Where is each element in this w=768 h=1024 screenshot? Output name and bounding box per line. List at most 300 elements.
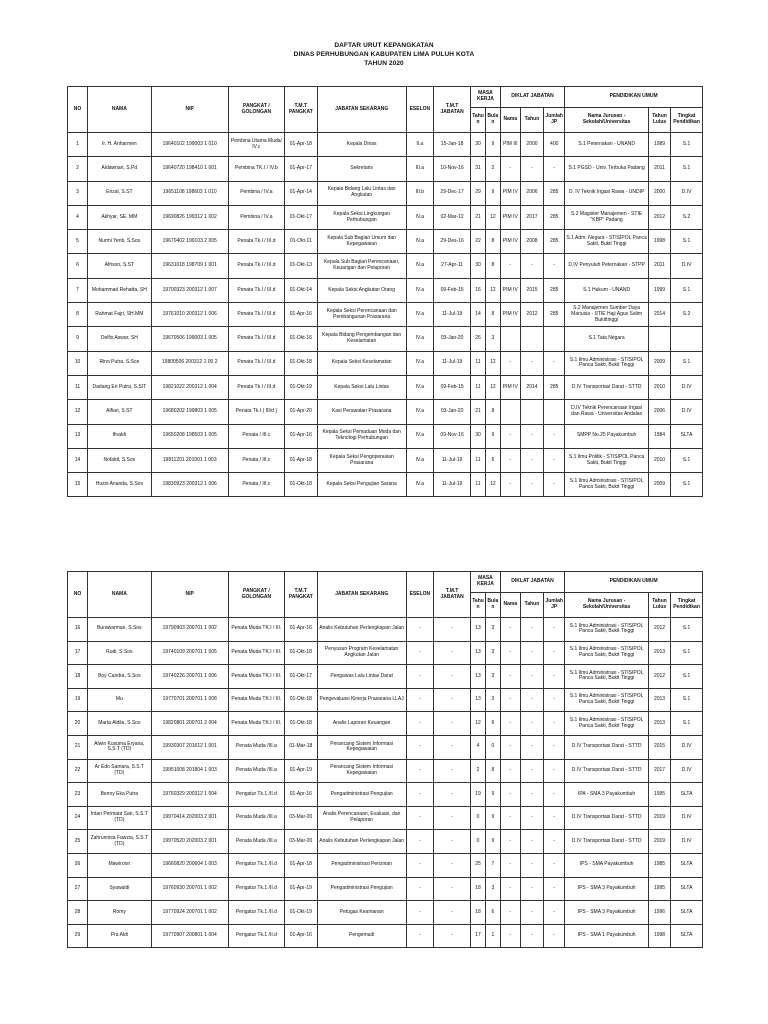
cell-eselon: IV.a <box>406 230 434 254</box>
cell-sekolah: S.1 Ilmu Administrasi - STISIPOL Panca Sakti, Bukit Tinggi <box>565 641 649 665</box>
cell-masa-bulan: 3 <box>485 641 500 665</box>
cell-diklat-tahun: 2015 <box>520 278 543 302</box>
col-tingkat: Tingkat Pendidikan <box>671 593 703 618</box>
cell-tmt-pangkat: 01-Apr-19 <box>284 877 317 901</box>
cell-tahun-lulus: 1998 <box>648 924 670 948</box>
table-row <box>68 877 703 901</box>
cell-sekolah: IPS - SMA 3 Payakumbuh <box>565 901 649 925</box>
cell-masa-bulan: 3 <box>485 688 500 712</box>
document-subtitle: DINAS PERHUBUNGAN KABUPATEN LIMA PULUH KOTA <box>293 51 475 58</box>
cell-diklat-tahun: 2017 <box>520 205 543 229</box>
cell-tmt-pangkat: 01-Apr-14 <box>284 181 317 205</box>
cell-diklat-nama: - <box>500 924 520 948</box>
cell-tmt-pangkat: 01-Okt-19 <box>284 901 317 925</box>
cell-tingkat: SLTA <box>671 424 703 448</box>
cell-tingkat: S.1 <box>671 641 703 665</box>
cell-no: 3 <box>68 181 88 205</box>
cell-pangkat: Pengatur Tk.1 /II.d <box>228 877 284 901</box>
col-pendidikan: PENDIDIKAN UMUM <box>565 87 703 108</box>
cell-masa-tahun: 0 <box>471 806 486 830</box>
col-diklat: DIKLAT JABATAN <box>500 87 565 108</box>
cell-sekolah: S.1 Ilmu Administrasi - STISIPOL Panca Sakti, Bukit Tinggi <box>565 712 649 736</box>
cell-diklat-tahun: - <box>520 806 543 830</box>
cell-tahun-lulus: 1989 <box>648 133 670 157</box>
cell-pangkat: Penata Tk.I / III.d <box>228 303 284 327</box>
cell-tmt-jabatan: - <box>434 688 471 712</box>
cell-diklat-nama: - <box>500 473 520 497</box>
cell-sekolah: S.1 Ilmu Administrasi - STISIPOL Panca Sakti, Bukit Tinggi <box>565 665 649 689</box>
cell-diklat-nama: PIM III <box>500 133 520 157</box>
cell-tahun-lulus: 2000 <box>648 181 670 205</box>
cell-eselon: IV.a <box>406 424 434 448</box>
cell-jabatan: Penyusun Program Keselamatan Angkutan Jalan <box>317 641 406 665</box>
cell-diklat-tahun: - <box>520 473 543 497</box>
cell-jabatan: Kepala Seksi Pengujian Sarana <box>317 473 406 497</box>
cell-tingkat: SLTA <box>671 877 703 901</box>
cell-tingkat: S.1 <box>671 448 703 472</box>
col-masa-kerja: MASA KERJA <box>471 87 501 108</box>
cell-nip: 19760329 200312 1 004 <box>151 783 228 807</box>
cell-sekolah: S.2 Magister Manajemen - STIE "KBP" Padang <box>565 205 649 229</box>
cell-no: 10 <box>68 351 88 375</box>
cell-masa-bulan: 2 <box>485 157 500 181</box>
cell-diklat-tahun: - <box>520 448 543 472</box>
cell-diklat-tahun: - <box>520 688 543 712</box>
cell-tmt-jabatan: 03-Jan-20 <box>434 327 471 351</box>
cell-no: 14 <box>68 448 88 472</box>
table-row <box>68 783 703 807</box>
cell-nip: 19830923 200312 1 006 <box>151 473 228 497</box>
cell-eselon: - <box>406 641 434 665</box>
table-row <box>68 254 703 278</box>
cell-diklat-nama: PIM IV <box>500 375 520 399</box>
cell-eselon: IV.a <box>406 278 434 302</box>
cell-pangkat: Penata Muda /III.a <box>228 759 284 783</box>
cell-nama: Dadang Eri Putra, S.SIT <box>88 375 151 399</box>
cell-diklat-tahun: - <box>520 853 543 877</box>
cell-masa-tahun: 21 <box>471 205 486 229</box>
cell-tahun-lulus: 1996 <box>648 901 670 925</box>
cell-pangkat: Penata Tk.I / III.d <box>228 278 284 302</box>
cell-eselon: - <box>406 806 434 830</box>
cell-masa-bulan: 9 <box>485 783 500 807</box>
col-jabatan: JABATAN SEKARANG <box>317 87 406 133</box>
cell-diklat-jp: - <box>544 806 565 830</box>
cell-tingkat: D.IV <box>671 400 703 424</box>
cell-diklat-nama: - <box>500 806 520 830</box>
cell-masa-tahun: 30 <box>471 254 486 278</box>
cell-tingkat: SLTA <box>671 783 703 807</box>
table-row <box>68 448 703 472</box>
cell-diklat-tahun: - <box>520 618 543 642</box>
cell-tahun-lulus: 2019 <box>648 830 670 854</box>
cell-tmt-jabatan: - <box>434 783 471 807</box>
cell-pangkat: Penata Tk.I / III.d <box>228 351 284 375</box>
cell-tahun-lulus: 1995 <box>648 877 670 901</box>
table-row <box>68 424 703 448</box>
cell-eselon: - <box>406 759 434 783</box>
document-year: TAHUN 2020 <box>364 60 404 67</box>
cell-nama: Rudi, S.Sos <box>88 641 151 665</box>
cell-nama: Syawaldi <box>88 877 151 901</box>
cell-diklat-jp: - <box>544 924 565 948</box>
cell-eselon: IV.a <box>406 400 434 424</box>
cell-jabatan: Kepala Bidang Pengembangan dan Keselamatan <box>317 327 406 351</box>
cell-tmt-pangkat: 01-Okt-19 <box>284 375 317 399</box>
cell-jabatan: Kasi Perawatan Prasarana <box>317 400 406 424</box>
cell-pangkat: Penata Tk.I / III.d <box>228 327 284 351</box>
table-row <box>68 759 703 783</box>
cell-nip: 19670402 199103 2 005 <box>151 230 228 254</box>
cell-sekolah: S.1 Ilmu Politik - STISIPOL Panca Sakti, Bukit Tinggi <box>565 448 649 472</box>
cell-tmt-pangkat: 01-Apr-18 <box>284 133 317 157</box>
cell-tmt-jabatan: 11-Jul-19 <box>434 303 471 327</box>
cell-masa-bulan: 1 <box>485 924 500 948</box>
cell-diklat-nama: - <box>500 448 520 472</box>
cell-tahun-lulus: 2010 <box>648 448 670 472</box>
cell-sekolah: IPA - SMA 3 Payakumbuh <box>565 783 649 807</box>
cell-masa-tahun: 13 <box>471 618 486 642</box>
cell-jabatan: Pengevaluasi Kinerja Prasarana LLAJ <box>317 688 406 712</box>
cell-nama: Afrison, S.ST <box>88 254 151 278</box>
cell-diklat-nama: - <box>500 877 520 901</box>
cell-masa-bulan: 3 <box>485 327 500 351</box>
table-row <box>68 278 703 302</box>
cell-nama: Boy Candra, S.Sos <box>88 665 151 689</box>
document-title: DAFTAR URUT KEPANGKATAN <box>334 42 434 49</box>
cell-no: 17 <box>68 641 88 665</box>
cell-jabatan: Kepala Sub Bagian Umum dan Kepegawaian <box>317 230 406 254</box>
cell-jabatan: Pengadministrasi Pengujian <box>317 783 406 807</box>
cell-pangkat: Penata Tk.I / III.d <box>228 230 284 254</box>
cell-diklat-jp: - <box>544 157 565 181</box>
col-diklat-jp: Jumlah JP <box>544 593 565 618</box>
cell-diklat-jp: - <box>544 688 565 712</box>
table-row <box>68 806 703 830</box>
cell-tmt-pangkat: 01-Okt-18 <box>284 641 317 665</box>
cell-tahun-lulus: 2017 <box>648 759 670 783</box>
cell-diklat-jp: - <box>544 665 565 689</box>
cell-jabatan: Kepala Seksi Pengoperasian Prasarana <box>317 448 406 472</box>
cell-diklat-jp: - <box>544 254 565 278</box>
col-tingkat: Tingkat Pendidikan <box>671 108 703 133</box>
col-no: NO <box>68 572 88 618</box>
table-row <box>68 618 703 642</box>
cell-nama: Burawarman, S.Sos <box>88 618 151 642</box>
col-no: NO <box>68 87 88 133</box>
cell-nip: 19670506 199003 1 005 <box>151 327 228 351</box>
cell-tingkat: S.1 <box>671 618 703 642</box>
cell-tmt-pangkat: 01-Okt-18 <box>284 351 317 375</box>
cell-nama: Mohammad Rehatta, SH <box>88 278 151 302</box>
cell-diklat-nama: - <box>500 783 520 807</box>
cell-no: 11 <box>68 375 88 399</box>
cell-diklat-tahun: - <box>520 712 543 736</box>
cell-nip: 19800506 200312 1 00 2 <box>151 351 228 375</box>
table-row <box>68 924 703 948</box>
cell-diklat-jp <box>544 400 565 424</box>
table-row <box>68 327 703 351</box>
cell-nama: Rino Putra, S.Sos <box>88 351 151 375</box>
cell-diklat-jp: - <box>544 877 565 901</box>
cell-tmt-pangkat: 01-Apr-19 <box>284 759 317 783</box>
cell-nama: Delfis Aswar, SH <box>88 327 151 351</box>
cell-jabatan: Kepala Bidang Lalu Lintas dan Angkutan <box>317 181 406 205</box>
cell-eselon: - <box>406 924 434 948</box>
cell-tmt-jabatan: - <box>434 877 471 901</box>
cell-tahun-lulus: 2015 <box>648 735 670 759</box>
cell-diklat-nama: PIM IV <box>500 181 520 205</box>
cell-no: 13 <box>68 424 88 448</box>
cell-no: 25 <box>68 830 88 854</box>
cell-diklat-tahun: - <box>520 254 543 278</box>
cell-jabatan: Kepala Sub Bagian Perencanaan, Keuangan dan Pelaporan <box>317 254 406 278</box>
cell-tingkat: S.1 <box>671 688 703 712</box>
cell-jabatan: Kepala Seksi Perencanaan dan Pembangunan Prasarana <box>317 303 406 327</box>
table-row <box>68 735 703 759</box>
cell-sekolah: SMPP No.25 Payakumbuh <box>565 424 649 448</box>
cell-diklat-tahun <box>520 400 543 424</box>
cell-pangkat: Pembina / IV.a <box>228 181 284 205</box>
cell-tingkat: SLTA <box>671 901 703 925</box>
col-jabatan: JABATAN SEKARANG <box>317 572 406 618</box>
table-row <box>68 853 703 877</box>
cell-no: 12 <box>68 400 88 424</box>
cell-tmt-pangkat: 01-Okt-14 <box>284 278 317 302</box>
cell-jabatan: Pengadministrasi Pengujian <box>317 877 406 901</box>
cell-nip: 19930307 201612 1 001 <box>151 735 228 759</box>
cell-pangkat: Pembina Utama Muda/ IV.c <box>228 133 284 157</box>
cell-nip: 19640102 199003 1 010 <box>151 133 228 157</box>
cell-tmt-jabatan: - <box>434 641 471 665</box>
cell-diklat-nama: - <box>500 688 520 712</box>
cell-tingkat: D.IV <box>671 806 703 830</box>
cell-nama: Erizal, S.ST <box>88 181 151 205</box>
cell-tmt-pangkat: 01-Okt-16 <box>284 327 317 351</box>
cell-tingkat: S.1 <box>671 230 703 254</box>
cell-masa-bulan: 12 <box>485 278 500 302</box>
cell-diklat-nama: - <box>500 901 520 925</box>
cell-tahun-lulus: 2014 <box>648 303 670 327</box>
cell-jabatan: Pengawas Lalu Lintas Darat <box>317 665 406 689</box>
cell-nama: Husni Ananda, S.Sos <box>88 473 151 497</box>
cell-nama: Intan Permata Sari, S.S.T (TD) <box>88 806 151 830</box>
cell-tahun-lulus: 2013 <box>648 712 670 736</box>
cell-no: 4 <box>68 205 88 229</box>
cell-jabatan: Kepala Seksi Pemaduan Moda dan Teknologi Perhubungan <box>317 424 406 448</box>
cell-pangkat: Penata / III.c <box>228 424 284 448</box>
cell-eselon: IV.a <box>406 448 434 472</box>
cell-diklat-tahun: 2006 <box>520 181 543 205</box>
cell-diklat-tahun: - <box>520 830 543 854</box>
cell-jabatan: Analis Perencanaan, Evaluasi, dan Pelaporan <box>317 806 406 830</box>
cell-tingkat: S.1 <box>671 133 703 157</box>
cell-tahun-lulus: 2013 <box>648 641 670 665</box>
cell-masa-tahun: 21 <box>471 400 486 424</box>
cell-nip: 19760930 200701 1 002 <box>151 877 228 901</box>
cell-diklat-jp: - <box>544 424 565 448</box>
cell-masa-bulan: 9 <box>485 830 500 854</box>
cell-tmt-pangkat: 01-Apr-16 <box>284 303 317 327</box>
cell-no: 23 <box>68 783 88 807</box>
cell-no: 6 <box>68 254 88 278</box>
cell-nip: 19660820 200604 1 003 <box>151 853 228 877</box>
cell-masa-bulan: 3 <box>485 618 500 642</box>
table-row <box>68 181 703 205</box>
cell-no: 2 <box>68 157 88 181</box>
cell-nip: 19650208 198503 1 005 <box>151 424 228 448</box>
table-row <box>68 400 703 424</box>
cell-pangkat: Penata Muda TK.I / III. <box>228 688 284 712</box>
cell-masa-tahun: 11 <box>471 351 486 375</box>
col-nip: NIP <box>151 87 228 133</box>
cell-eselon: - <box>406 877 434 901</box>
cell-no: 18 <box>68 665 88 689</box>
cell-pangkat: Pembina TK.I / IV.b <box>228 157 284 181</box>
cell-diklat-tahun: - <box>520 735 543 759</box>
cell-masa-tahun: 26 <box>471 327 486 351</box>
cell-jabatan: Kepala Seksi Angkutan Orang <box>317 278 406 302</box>
cell-masa-tahun: 22 <box>471 230 486 254</box>
col-diklat-jp: Jumlah JP <box>544 108 565 133</box>
cell-diklat-nama <box>500 327 520 351</box>
cell-pangkat: Pengatur Tk.1 /II.d <box>228 901 284 925</box>
cell-masa-tahun: 25 <box>471 853 486 877</box>
cell-tmt-jabatan: 11-Jul-19 <box>434 473 471 497</box>
cell-pangkat: Penata Tk.I ( III/d ) <box>228 400 284 424</box>
col-diklat-nama: Nama <box>500 593 520 618</box>
cell-diklat-jp: 285 <box>544 230 565 254</box>
col-nip: NIP <box>151 572 228 618</box>
cell-jabatan: Sekretaris <box>317 157 406 181</box>
cell-diklat-tahun: 2008 <box>520 230 543 254</box>
cell-tmt-pangkat: 01-Apr-17 <box>284 157 317 181</box>
cell-diklat-nama <box>500 400 520 424</box>
cell-masa-tahun: 29 <box>471 181 486 205</box>
cell-diklat-tahun: 2000 <box>520 133 543 157</box>
cell-diklat-jp: - <box>544 853 565 877</box>
cell-diklat-jp: - <box>544 901 565 925</box>
col-diklat-nama: Nama <box>500 108 520 133</box>
cell-sekolah: IPS - SMA Payakumbuh <box>565 853 649 877</box>
cell-diklat-tahun: - <box>520 424 543 448</box>
cell-eselon: - <box>406 853 434 877</box>
cell-tingkat: S.1 <box>671 351 703 375</box>
col-sekolah: Nama Jurusan - Sekolah/Universitas <box>565 593 649 618</box>
cell-tmt-jabatan: 09-Feb-15 <box>434 278 471 302</box>
cell-nama: Alfian, S.ST <box>88 400 151 424</box>
cell-diklat-jp: - <box>544 759 565 783</box>
col-nama: NAMA <box>88 572 151 618</box>
col-pangkat: PANGKAT / GOLONGAN <box>228 87 284 133</box>
col-tahun-lulus: Tahun Lulus <box>648 593 670 618</box>
cell-diklat-tahun: - <box>520 877 543 901</box>
col-masa-kerja: MASA KERJA <box>471 572 501 593</box>
cell-pangkat: Penata Muda TK.I / III. <box>228 618 284 642</box>
cell-sekolah: D. IV Teknik Irigasi Rawa - UNDIP <box>565 181 649 205</box>
cell-masa-bulan: 8 <box>485 230 500 254</box>
cell-sekolah: S.1 Ilmu Administrasi - STISIPOL Panca Sakti, Bukit Tinggi <box>565 473 649 497</box>
cell-eselon: IV.a <box>406 473 434 497</box>
cell-tahun-lulus: 2006 <box>648 400 670 424</box>
table-row <box>68 665 703 689</box>
cell-tmt-jabatan: - <box>434 712 471 736</box>
cell-tingkat: SLTA <box>671 924 703 948</box>
cell-tmt-pangkat: 01-Okt-18 <box>284 688 317 712</box>
cell-diklat-jp: - <box>544 830 565 854</box>
cell-tingkat: S.1 <box>671 157 703 181</box>
cell-masa-bulan: 12 <box>485 473 500 497</box>
cell-pangkat: Penata Muda TK.I / III. <box>228 712 284 736</box>
cell-nip: 19951008 201804 1 003 <box>151 759 228 783</box>
col-masa-bulan: Bulan <box>485 593 500 618</box>
cell-nama: Alwin Kusuma Eryana, S.S.T (TD) <box>88 735 151 759</box>
cell-nip: 19631018 198709 1 001 <box>151 254 228 278</box>
cell-jabatan: Kepala Seksi Lalu Lintas <box>317 375 406 399</box>
cell-diklat-jp: - <box>544 712 565 736</box>
cell-eselon: III.b <box>406 181 434 205</box>
cell-tmt-jabatan: 02-Mar-12 <box>434 205 471 229</box>
cell-sekolah: IPS - SMA 1 Payakumbuh <box>565 924 649 948</box>
cell-tmt-pangkat: 01-Apr-18 <box>284 448 317 472</box>
cell-tmt-pangkat: 01-Okt-18 <box>284 473 317 497</box>
cell-pangkat: Penata Tk.I / III.d <box>228 254 284 278</box>
cell-pangkat: Pengatur Tk.1 /II.d <box>228 853 284 877</box>
cell-tmt-jabatan: - <box>434 806 471 830</box>
cell-masa-tahun: 18 <box>471 877 486 901</box>
cell-tingkat: SLTA <box>671 853 703 877</box>
cell-tahun-lulus: 2010 <box>648 375 670 399</box>
cell-tmt-jabatan: 11-Jul-19 <box>434 351 471 375</box>
cell-tahun-lulus: 2012 <box>648 618 670 642</box>
cell-sekolah: S.2 Manajemen Sumber Daya Manusia - STIE Haji Agus Salim Bukittinggi <box>565 303 649 327</box>
cell-no: 24 <box>68 806 88 830</box>
cell-no: 7 <box>68 278 88 302</box>
cell-diklat-jp: 285 <box>544 303 565 327</box>
cell-masa-bulan: 3 <box>485 877 500 901</box>
cell-eselon: IV.a <box>406 205 434 229</box>
cell-eselon: IV.a <box>406 303 434 327</box>
cell-nip: 19970520 202003 2 001 <box>151 830 228 854</box>
cell-tmt-pangkat: 01-Apr-16 <box>284 618 317 642</box>
cell-eselon: - <box>406 830 434 854</box>
cell-tingkat <box>671 327 703 351</box>
cell-eselon: IV.a <box>406 254 434 278</box>
cell-diklat-tahun: - <box>520 665 543 689</box>
cell-jabatan: Perancang Sistem Informasi Kepegawaian <box>317 759 406 783</box>
cell-jabatan: Pengemudi <box>317 924 406 948</box>
cell-pangkat: Pengatur Tk.1 /II.d <box>228 924 284 948</box>
cell-tingkat: D.IV <box>671 759 703 783</box>
cell-tmt-pangkat: 01-Apr-18 <box>284 853 317 877</box>
cell-eselon: III.a <box>406 157 434 181</box>
cell-tmt-jabatan: 15-Jan-18 <box>434 133 471 157</box>
col-tmt-jabatan: T.M.T JABATAN <box>434 572 471 618</box>
cell-masa-tahun: 13 <box>471 641 486 665</box>
cell-sekolah: S.1 Peternakan - UNAND <box>565 133 649 157</box>
cell-diklat-tahun <box>520 327 543 351</box>
cell-diklat-jp: - <box>544 641 565 665</box>
cell-masa-bulan: 9 <box>485 181 500 205</box>
cell-eselon: - <box>406 712 434 736</box>
cell-tingkat: D.IV <box>671 181 703 205</box>
cell-nama: Zahrunnisa Fawzia, S.S.T (TD) <box>88 830 151 854</box>
cell-nip: 19690826 199312 1 002 <box>151 205 228 229</box>
cell-masa-tahun: 30 <box>471 424 486 448</box>
cell-tmt-pangkat: 03-Mar-20 <box>284 806 317 830</box>
cell-masa-bulan: 0 <box>485 735 500 759</box>
cell-tingkat: S.1 <box>671 665 703 689</box>
